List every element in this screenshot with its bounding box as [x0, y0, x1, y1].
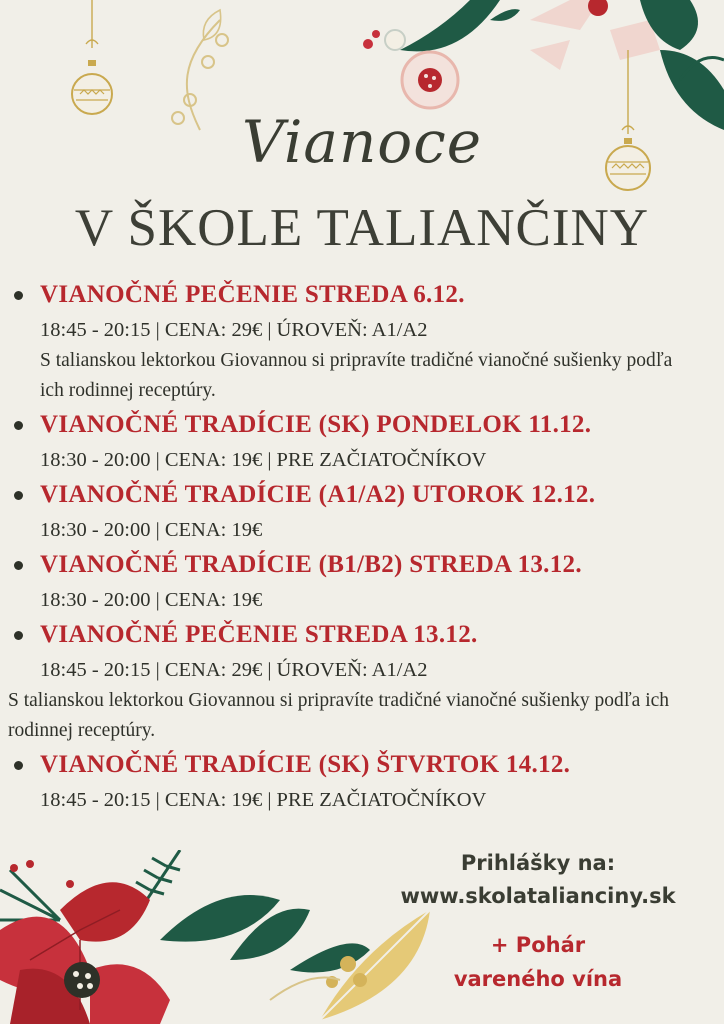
- event-title: [8, 406, 720, 444]
- promo-line-1: + Pohár: [490, 933, 586, 957]
- bullet-icon: [14, 291, 23, 300]
- event-title-text: VIANOČNÉ TRADÍCIE (SK) ŠTVRTOK 14.12.: [40, 751, 571, 778]
- event-title-text: VIANOČNÉ TRADÍCIE (A1/A2) UTOROK 12.12.: [40, 481, 596, 508]
- bullet-icon: [14, 421, 23, 430]
- event-item: [8, 406, 720, 476]
- event-item: [8, 476, 720, 546]
- event-list: [8, 276, 720, 816]
- bullet-icon: [14, 631, 23, 640]
- event-item: [8, 276, 720, 406]
- signup-label: Prihlášky na:: [460, 851, 616, 875]
- event-item: [8, 616, 720, 746]
- event-title-text: VIANOČNÉ PEČENIE STREDA 6.12.: [40, 281, 465, 308]
- bullet-icon: [14, 761, 23, 770]
- event-meta: 18:30 - 20:00 | CENA: 19€: [40, 589, 263, 611]
- event-meta: 18:30 - 20:00 | CENA: 19€ | PRE ZAČIATOČNÍKOV: [40, 449, 487, 471]
- event-item: [8, 546, 720, 616]
- poinsettia-bottom-left-decoration: [0, 850, 440, 1024]
- event-item: [8, 746, 720, 816]
- bullet-icon: [14, 561, 23, 570]
- page-title: V ŠKOLE TALIANČINY: [74, 199, 650, 257]
- event-title: [8, 476, 720, 514]
- event-title-text: VIANOČNÉ TRADÍCIE (SK) PONDELOK 11.12.: [40, 411, 592, 438]
- event-title-text: VIANOČNÉ PEČENIE STREDA 13.12.: [40, 621, 478, 648]
- bullet-icon: [14, 491, 23, 500]
- event-title: [8, 746, 720, 784]
- event-description: S talianskou lektorkou Giovannou si pripravíte tradičné vianočné sušienky podľa ich rodinnej receptúry.: [40, 350, 673, 401]
- event-title: [8, 276, 720, 314]
- event-title-text: VIANOČNÉ TRADÍCIE (B1/B2) STREDA 13.12.: [40, 551, 582, 578]
- event-meta: 18:30 - 20:00 | CENA: 19€: [40, 519, 263, 541]
- event-title: [8, 616, 720, 654]
- event-title: [8, 546, 720, 584]
- event-meta: 18:45 - 20:15 | CENA: 19€ | PRE ZAČIATOČNÍKOV: [40, 789, 487, 811]
- footer-signup: [378, 848, 698, 996]
- event-description: S talianskou lektorkou Giovannou si pripravíte tradičné vianočné sušienky podľa ich rodinnej receptúry.: [8, 690, 670, 741]
- script-title: Vianoce: [241, 108, 483, 176]
- event-meta: 18:45 - 20:15 | CENA: 29€ | ÚROVEŇ: A1/A2: [40, 319, 428, 341]
- promo-line-2: vareného vína: [453, 967, 623, 991]
- website-link[interactable]: www.skolatalianciny.sk: [400, 884, 676, 908]
- promo-text: [378, 928, 698, 996]
- event-meta: 18:45 - 20:15 | CENA: 29€ | ÚROVEŇ: A1/A2: [40, 659, 428, 681]
